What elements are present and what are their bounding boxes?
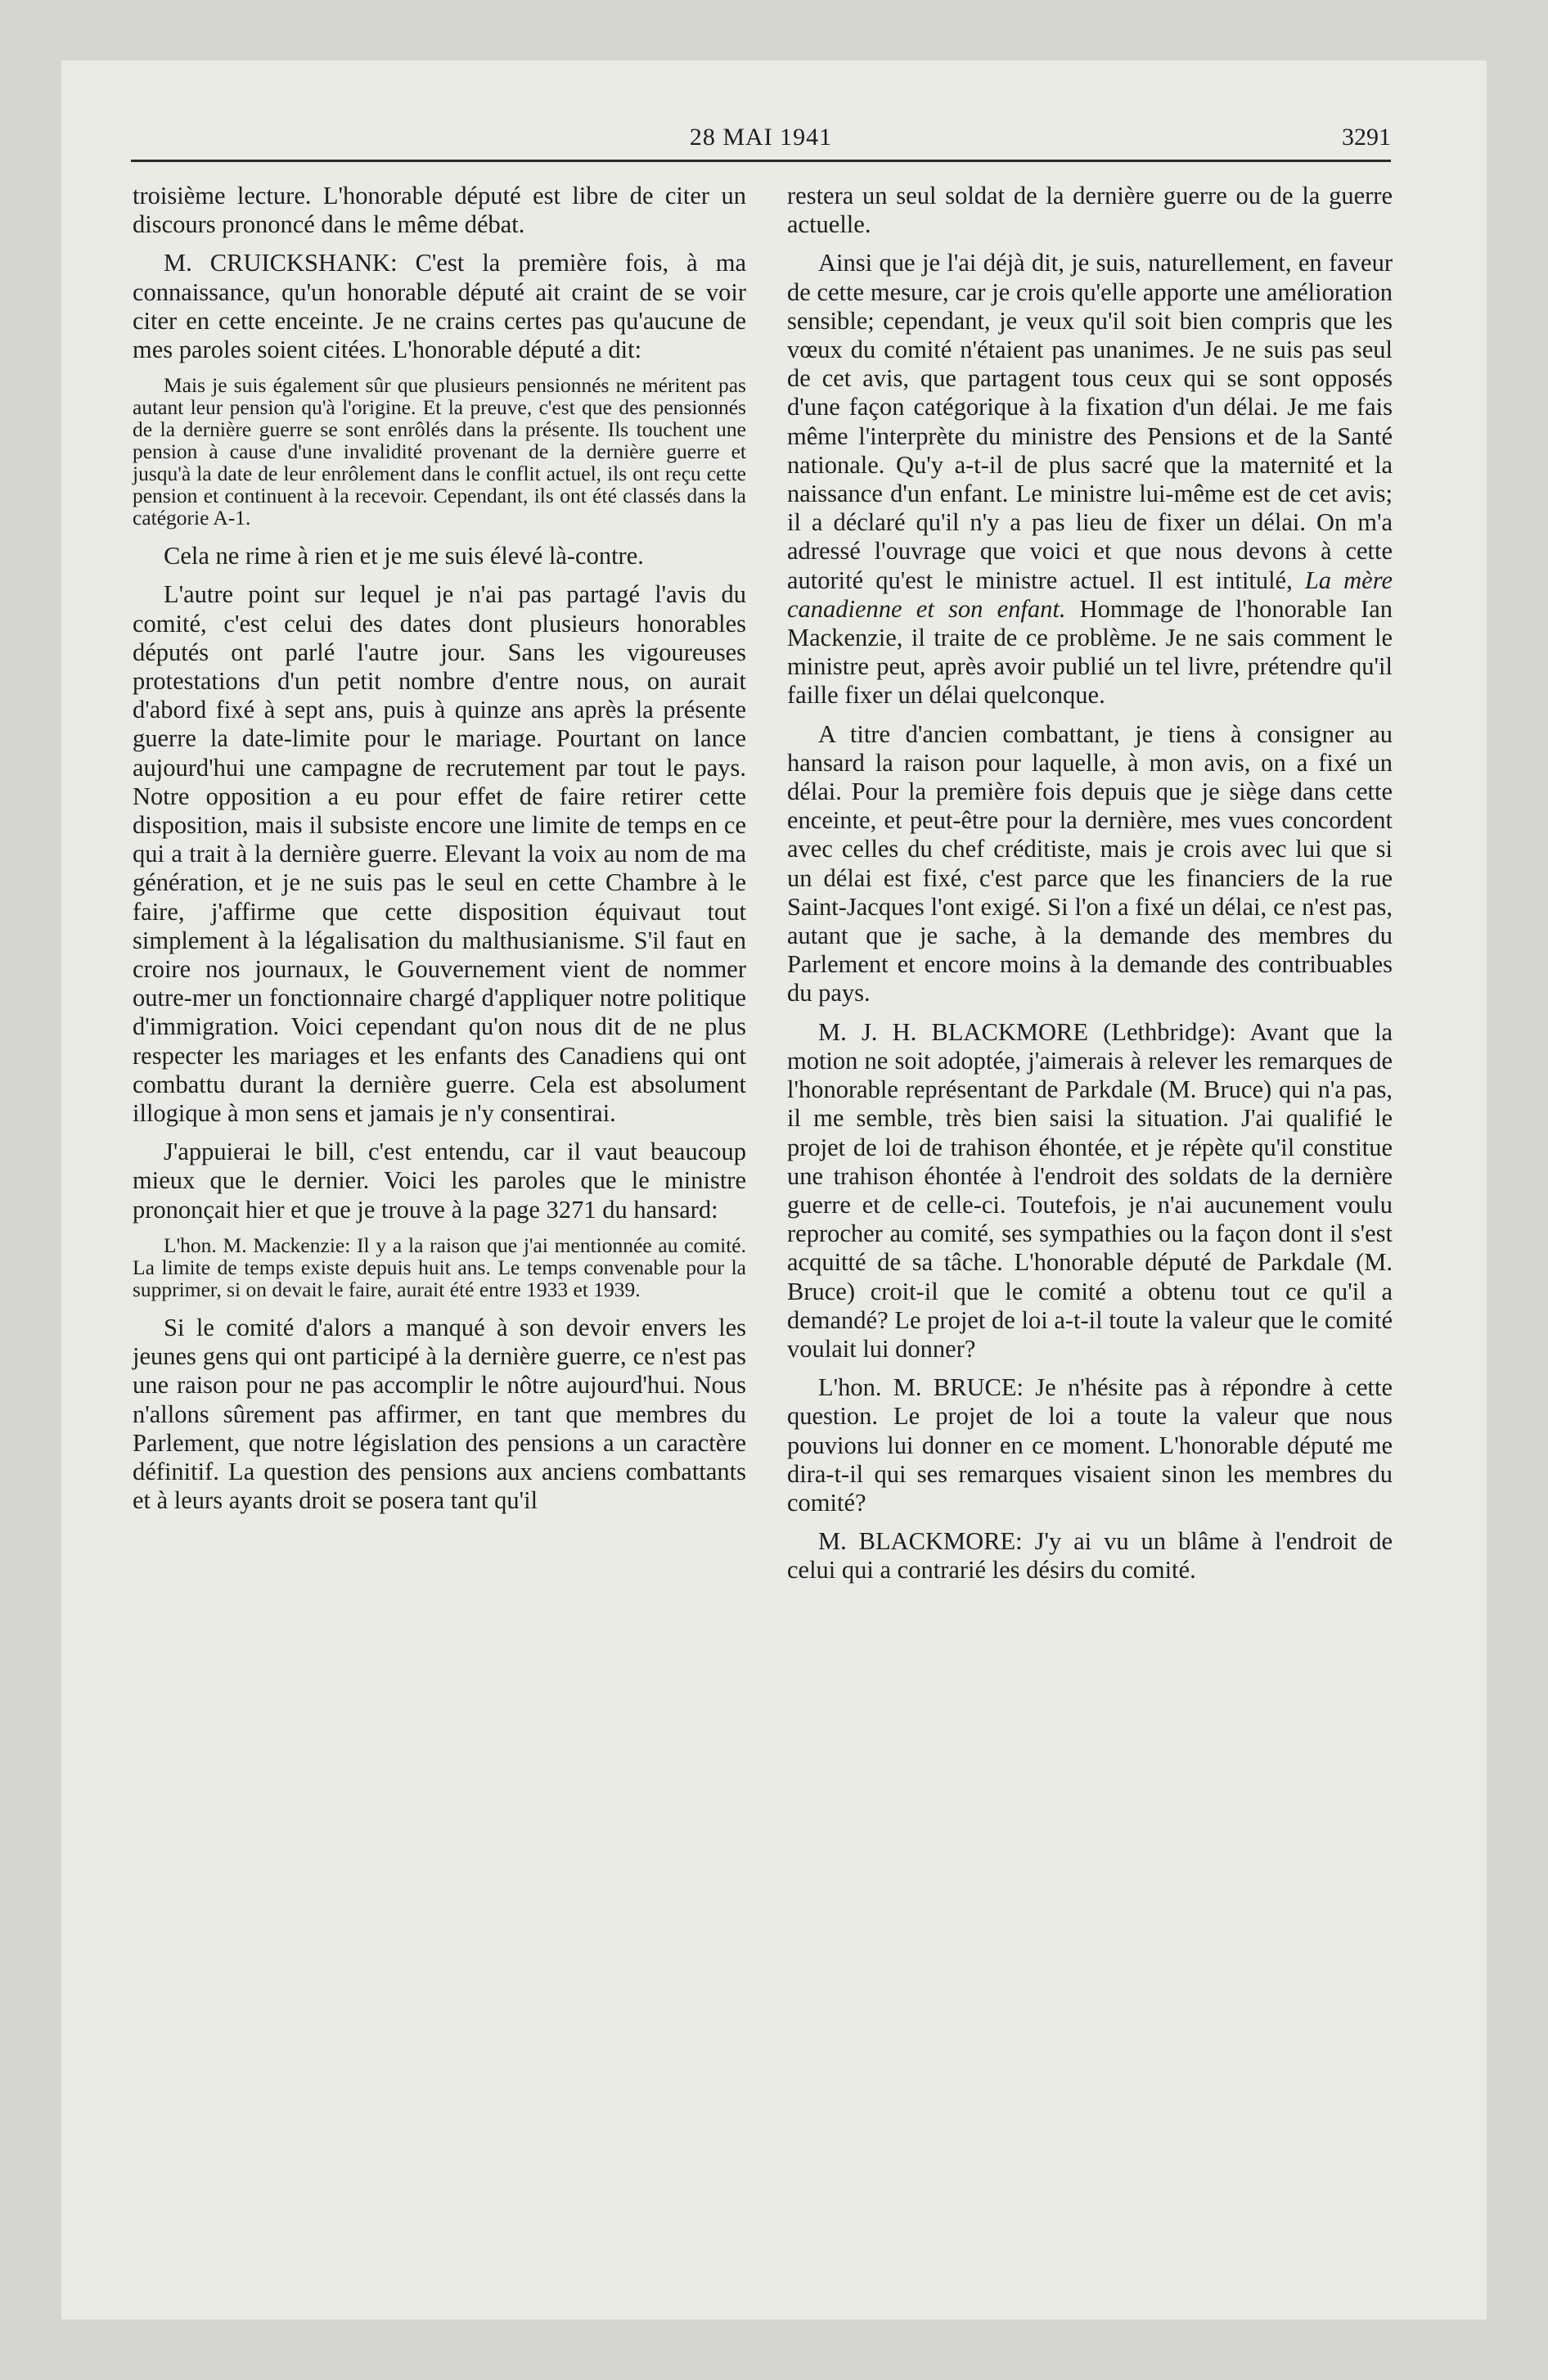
paragraph: L'autre point sur lequel je n'ai pas partagé l'avis du comité, c'est celui des dates dont plusieurs honorables députés ont parlé l'autre jour. Sans les vigoureuses protestations d'un petit nombre d'entre nous, on aurait d'abord fixé à sept ans, puis à quinze ans après la présente guerre la date-limite pour le mariage. Pourtant on lance aujourd'hui une campagne de recrutement par tout le pays. Notre opposition a eu pour effet de faire retirer cette disposition, mais il subsiste encore une limite de temps en ce qui a trait à la dernière guerre. Elevant la voix au nom de ma génération, et je ne suis pas le seul en cette Chambre à le faire, j'affirme que cette disposition équivaut tout simplement à la légalisation du malthusianisme. S'il faut en croire nos journaux, le Gouvernement vient de nommer outre-mer un fonctionnaire chargé d'appliquer notre politique d'immigration. Voici cependant qu'on nous dit de ne plus respecter les mariages et les enfants des Canadiens qui ont combattu durant la dernière guerre. Cela est absolument illogique à mon sens et jamais je n'y consentirai.	[133, 580, 746, 1128]
book-title: La mère canadienne et son enfant.	[787, 566, 1393, 623]
paragraph: J'appuierai le bill, c'est entendu, car il vaut beaucoup mieux que le dernier. Voici les paroles que le ministre prononçait hier et que je trouve à la page 3271 du hansard:	[133, 1138, 746, 1224]
right-column	[787, 182, 1393, 1595]
text-run: Ainsi que je l'ai déjà dit, je suis, naturellement, en faveur de cette mesure, car je crois qu'elle apporte une amélioration sensible; cependant, je veux qu'il soit bien compris que les vœux du comité n'étaient pas unanimes. Je ne suis pas seul de cet avis, que partagent tous ceux qui se sont opposés d'une façon catégorique à la fixation d'un délai. Je me fais même l'interprète du ministre des Pensions et de la Santé nationale. Qu'y a-t-il de plus sacré que la maternité et la naissance d'un enfant. Le ministre lui-même est de cet avis; il a déclaré qu'il n'y a pas lieu de fixer un délai. On m'a adressé l'ouvrage que voici et que nous devons à cette autorité qu'est le ministre actuel. Il est intitulé,	[787, 249, 1393, 594]
header-date: 28 MAI 1941	[689, 124, 833, 151]
paragraph: M. BLACKMORE: J'y ai vu un blâme à l'endroit de celui qui a contrarié les désirs du comité.	[787, 1527, 1393, 1584]
paragraph: L'hon. M. BRUCE: Je n'hésite pas à répondre à cette question. Le projet de loi a toute la valeur que nous pouvions lui donner en ce moment. L'honorable député me dira-t-il qui ses remarques visaient sinon les membres du comité?	[787, 1373, 1393, 1517]
page-number: 3291	[1342, 124, 1391, 151]
paragraph: Si le comité d'alors a manqué à son devoir envers les jeunes gens qui ont participé à la dernière guerre, ce n'est pas une raison pour ne pas accomplir le nôtre aujourd'hui. Nous n'allons sûrement pas affirmer, en tant que membres du Parlement, que notre législation des pensions a un caractère définitif. La question des pensions aux anciens combattants et à leurs ayants droit se posera tant qu'il	[133, 1313, 746, 1515]
paragraph: troisième lecture. L'honorable député est libre de citer un discours prononcé dans le même débat.	[133, 182, 746, 239]
paragraph: M. CRUICKSHANK: C'est la première fois, à ma connaissance, qu'un honorable député ait craint de se voir citer en cette enceinte. Je ne crains certes pas qu'aucune de mes paroles soient citées. L'honorable député a dit:	[133, 249, 746, 364]
text-run: Hommage de l'honorable Ian Mackenzie, il traite de ce problème. Je ne sais comment le ministre peut, après avoir publié un tel livre, prétendre qu'il faille fixer un délai quelconque.	[787, 594, 1393, 710]
paragraph: restera un seul soldat de la dernière guerre ou de la guerre actuelle.	[787, 182, 1393, 239]
block-quote: L'hon. M. Mackenzie: Il y a la raison que j'ai mentionnée au comité. La limite de temps existe depuis huit ans. Le temps convenable pour la supprimer, si on devait le faire, aurait été entre 1933 et 1939.	[133, 1233, 746, 1301]
paragraph: M. J. H. BLACKMORE (Lethbridge): Avant que la motion ne soit adoptée, j'aimerais à relever les remarques de l'honorable représentant de Parkdale (M. Bruce) qui n'a pas, il me semble, très bien saisi la situation. J'ai qualifié le projet de loi de trahison éhontée, et je répète qu'il constitue une trahison éhontée à l'endroit des soldats de la dernière guerre et de celle-ci. Toutefois, je n'ai aucunement voulu reprocher au comité, ses sympathies ou la façon dont il s'est acquitté de sa tâche. L'honorable député de Parkdale (M. Bruce) croit-il que le comité a obtenu tout ce qu'il a demandé? Le projet de loi a-t-il toute la valeur que le comité voulait lui donner?	[787, 1017, 1393, 1363]
paragraph: Cela ne rime à rien et je me suis élevé là-contre.	[164, 542, 644, 570]
paragraph	[787, 249, 1393, 710]
page-header	[131, 119, 1391, 162]
block-quote: Mais je suis également sûr que plusieurs pensionnés ne méritent pas autant leur pension qu'à l'origine. Et la preuve, c'est que des pensionnés de la dernière guerre se sont enrôlés dans la présente. Ils touchent une pension à cause d'une invalidité provenant de la dernière guerre et jusqu'à la date de leur enrôlement dans le conflit actuel, ils ont reçu cette pension et continuent à la recevoir. Cependant, ils ont été classés dans la catégorie A-1.	[133, 373, 746, 530]
left-column	[133, 182, 746, 1525]
paragraph: A titre d'ancien combattant, je tiens à consigner au hansard la raison pour laquelle, à mon avis, on a fixé un délai. Pour la première fois depuis que je siège dans cette enceinte, et peut-être pour la dernière, mes vues concordent avec celles du chef créditiste, mais je crois avec lui que si un délai est fixé, c'est parce que les financiers de la rue Saint-Jacques l'ont exigé. Si l'on a fixé un délai, ce n'est pas, autant que je sache, à la demande des membres du Parlement et encore moins à la demande des contribuables du pays.	[787, 719, 1393, 1007]
